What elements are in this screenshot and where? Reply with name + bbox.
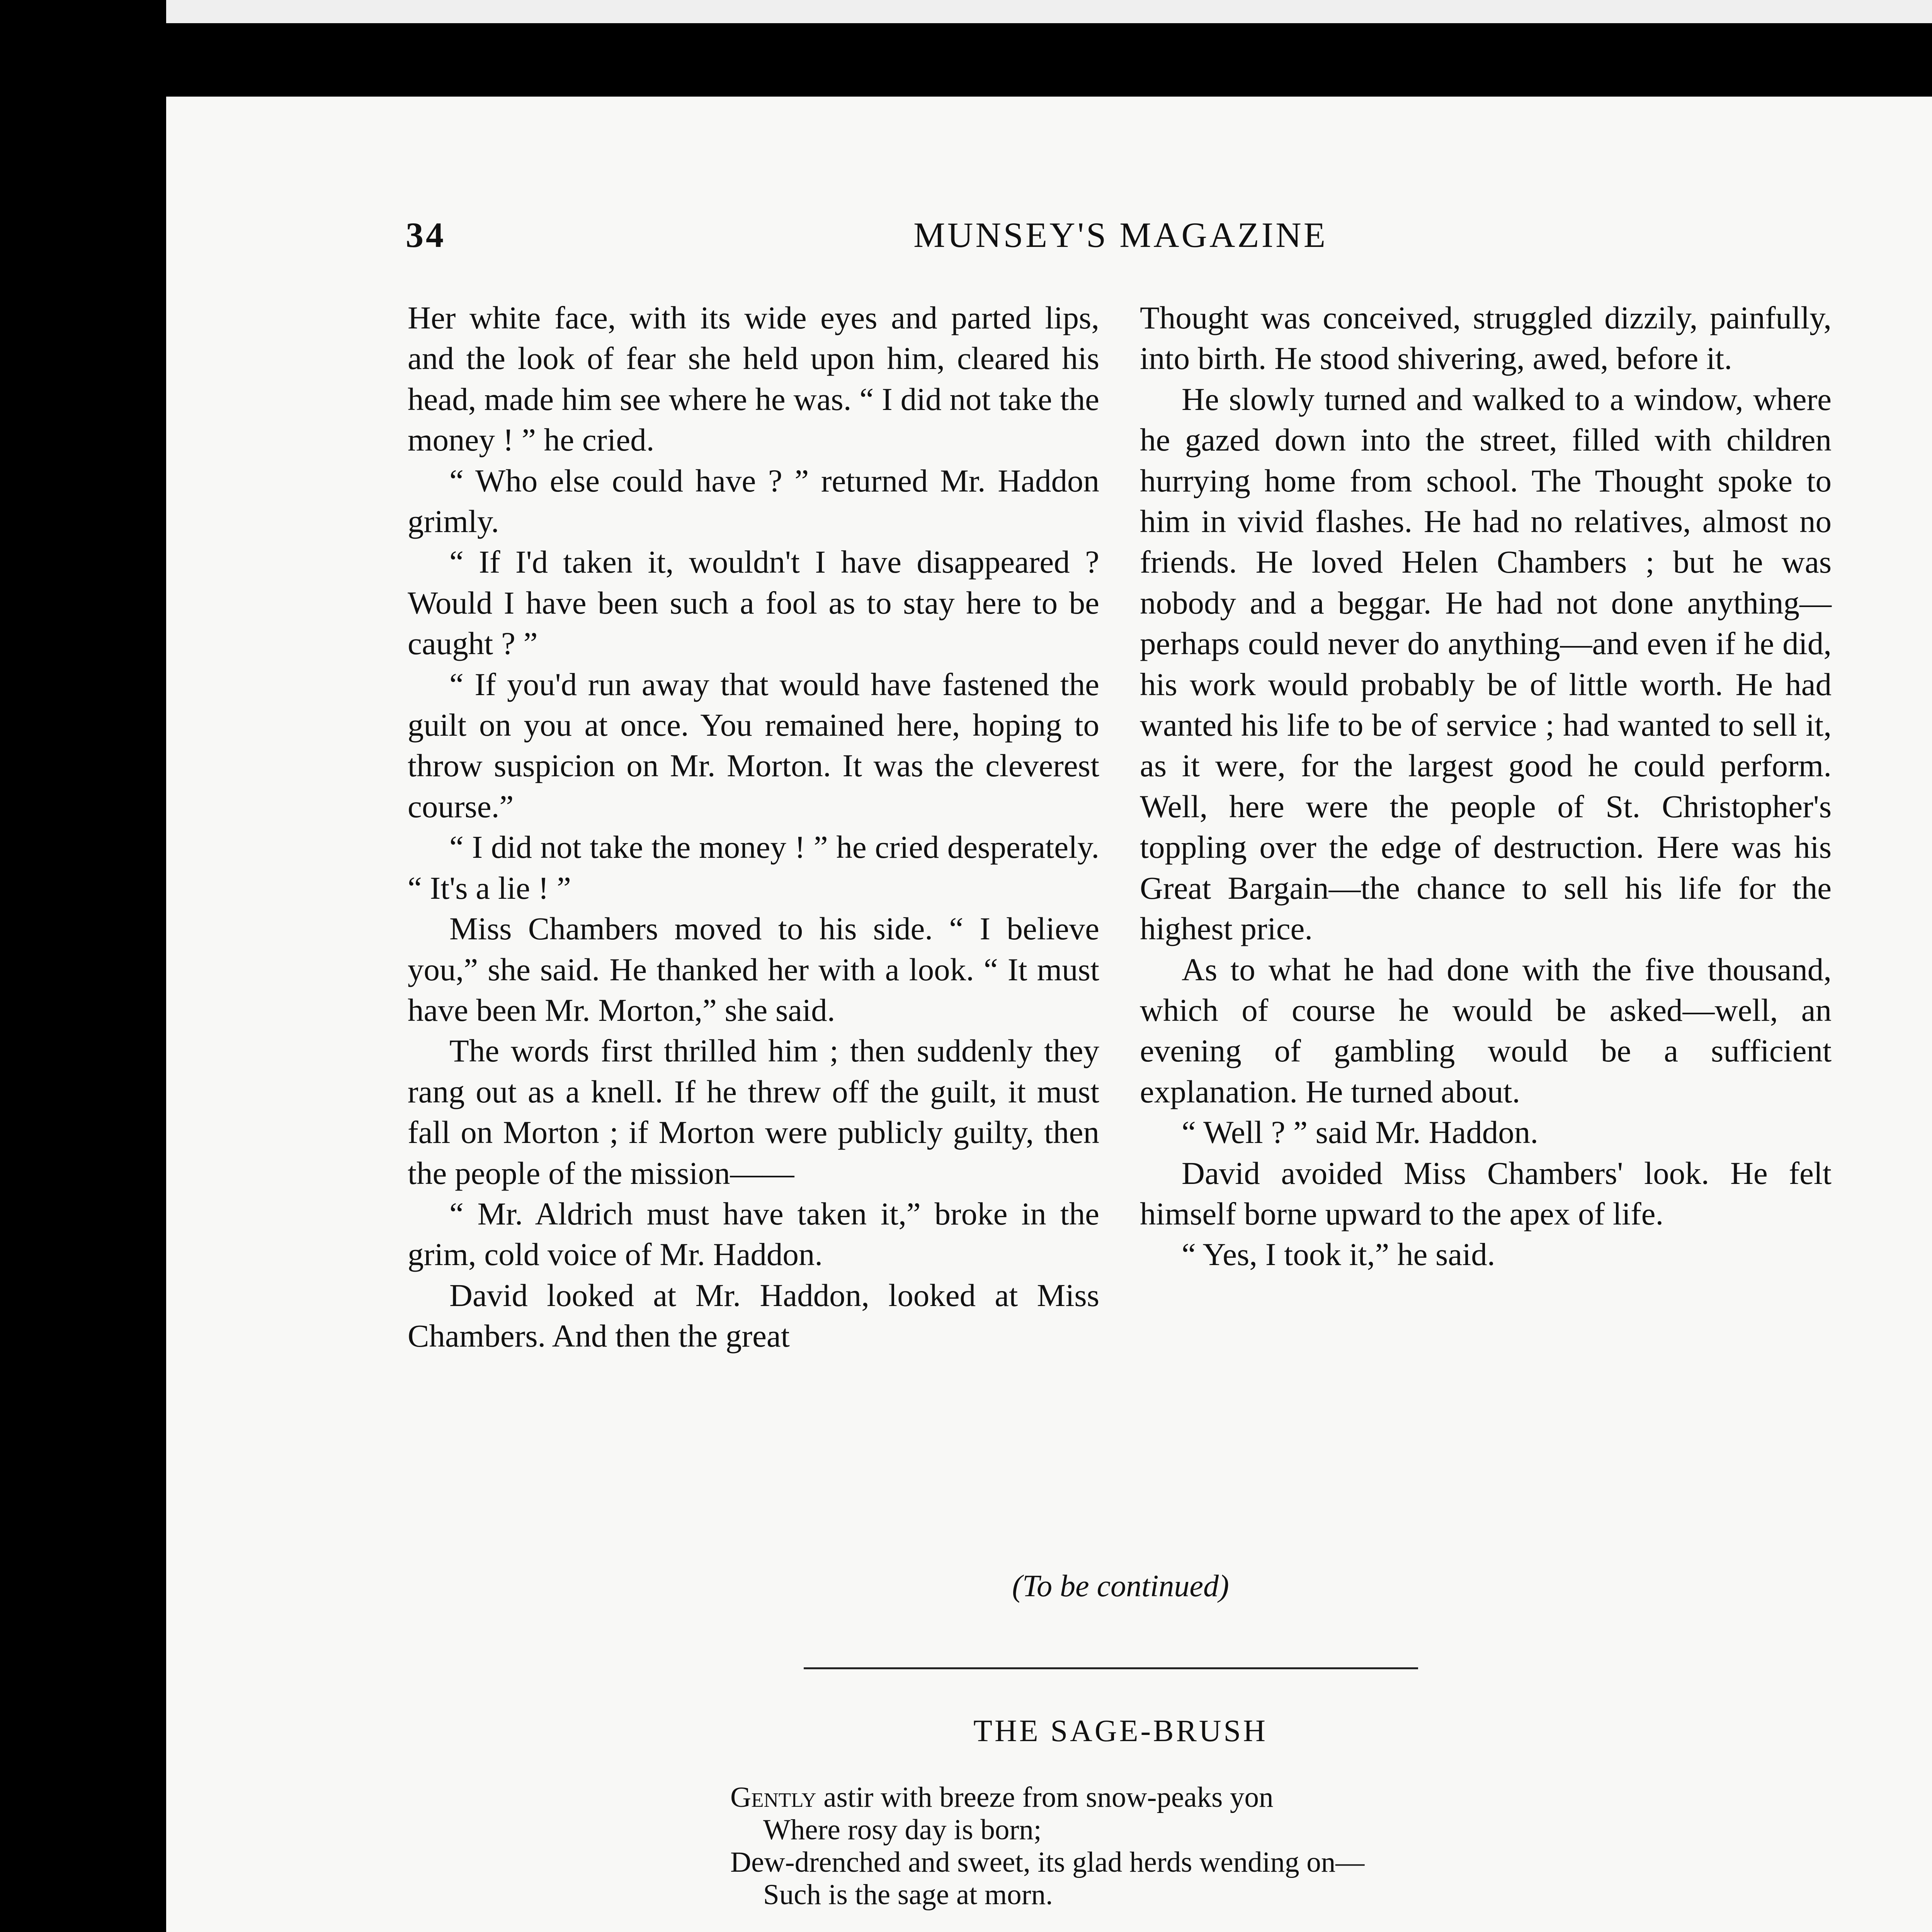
paragraph: “ Mr. Aldrich must have taken it,” broke in the grim, cold voice of Mr. Haddon.	[408, 1196, 1099, 1272]
poem-stanza	[730, 1781, 1658, 1911]
section-divider	[804, 1667, 1418, 1669]
poem-line: Such is the sage at morn.	[763, 1879, 1053, 1911]
paragraph: “ If you'd run away that would have fastened the guilt on you at once. You remained here, hoping to throw suspicion on Mr. Morton. It was the cleverest course.”	[408, 666, 1099, 824]
poem-title: THE SAGE-BRUSH	[973, 1714, 1268, 1748]
to-be-continued-note: (To be continued)	[1012, 1569, 1229, 1603]
paragraph: “ Who else could have ? ” returned Mr. Haddon grimly.	[408, 463, 1099, 539]
paragraph: As to what he had done with the five thousand, which of course he would be asked—well, an evening of gambling would be a sufficient explanation. He turned about.	[1140, 951, 1832, 1109]
left-column	[408, 298, 1099, 1357]
right-column	[1140, 298, 1832, 1275]
paragraph: The words first thrilled him ; then suddenly they rang out as a knell. If he threw off the guilt, it must fall on Morton ; if Morton were publicly guilty, then the people of the mission——	[408, 1033, 1099, 1191]
poem-body	[730, 1781, 1658, 1932]
poem-first-word: Gently	[730, 1781, 816, 1813]
page-header	[406, 214, 1835, 261]
poem-line: Where rosy day is born;	[763, 1814, 1042, 1846]
paragraph: “ Yes, I took it,” he said.	[1182, 1236, 1495, 1272]
paragraph: Miss Chambers moved to his side. “ I believe you,” she said. He thanked her with a look. “ It must have been Mr. Morton,” she said.	[408, 911, 1099, 1028]
paragraph: “ Well ? ” said Mr. Haddon.	[1182, 1114, 1539, 1150]
page-number: 34	[406, 215, 446, 255]
paragraph: “ I did not take the money ! ” he cried desperately. “ It's a lie ! ”	[408, 829, 1099, 906]
paragraph: He slowly turned and walked to a window, where he gazed down into the street, filled with children hurrying home from school. The Thought spoke to him in vivid flashes. He had no relatives, almost no friends. He loved Helen Chambers ; but he was nobody and a beggar. He had not done anything—perhaps could never do anything—and even if he did, his work would probably be of little worth. He had wanted his life to be of service ; had wanted to sell it, as it were, for the largest good he could perform. Well, here were the people of St. Christopher's toppling over the edge of destruction. Here was his Great Bargain—the chance to sell his life for the highest price.	[1140, 381, 1832, 947]
page-top-strip	[166, 0, 1932, 23]
paragraph: Her white face, with its wide eyes and parted lips, and the look of fear she held upon him, cleared his head, made him see where he was. “ I did not take the money ! ” he cried.	[408, 300, 1099, 458]
paragraph: “ If I'd taken it, wouldn't I have disappeared ? Would I have been such a fool as to stay here to be caught ? ”	[408, 544, 1099, 662]
paragraph: Thought was conceived, struggled dizzily, painfully, into birth. He stood shivering, awed, before it.	[1140, 300, 1832, 376]
poem-line: Gently astir with breeze from snow-peaks yon	[730, 1781, 1274, 1813]
poem-line: Dew-drenched and sweet, its glad herds wending on—	[730, 1846, 1365, 1878]
running-title: MUNSEY'S MAGAZINE	[913, 215, 1328, 255]
paragraph: David looked at Mr. Haddon, looked at Miss Chambers. And then the great	[408, 1277, 1099, 1354]
paragraph: David avoided Miss Chambers' look. He felt himself borne upward to the apex of life.	[1140, 1155, 1832, 1231]
